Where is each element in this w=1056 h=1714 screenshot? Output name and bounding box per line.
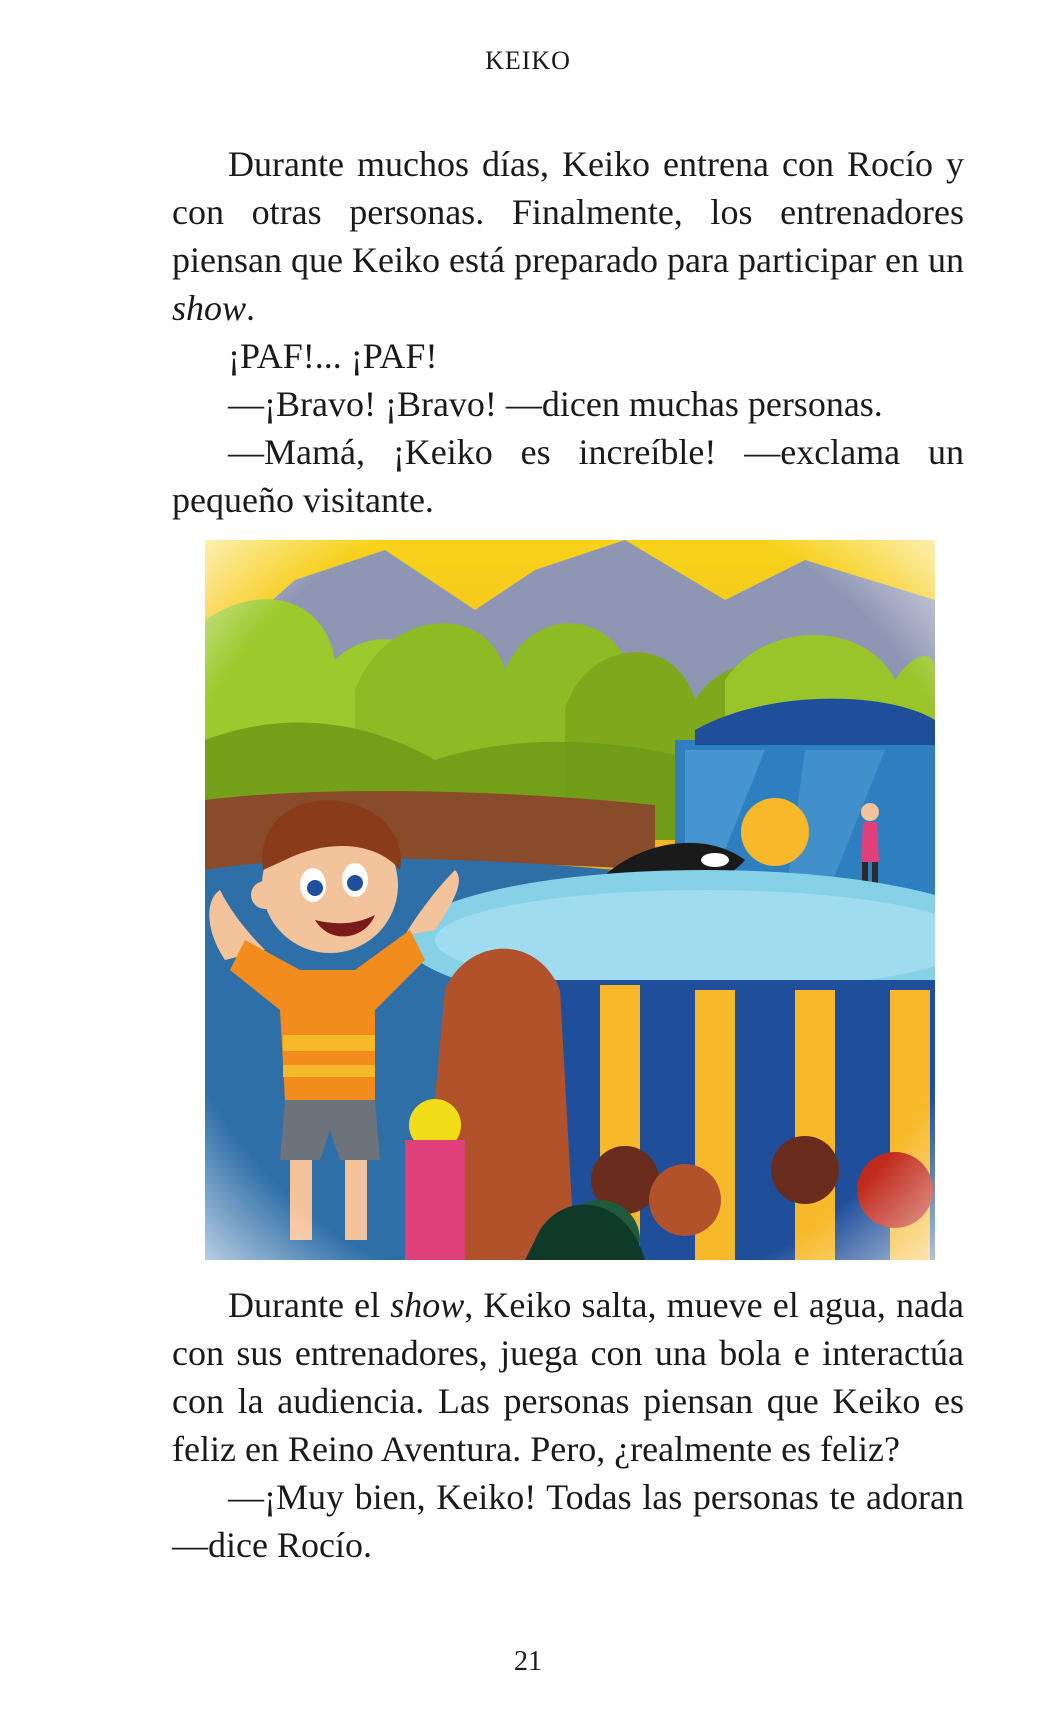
paragraph: Durante el show, Keiko salta, mueve el agua, nada con sus entrenadores, juega con una bola e interactúa con la audiencia. Las personas piensan que Keiko es feliz en Reino Aventura. Pero, ¿realmente es feliz? <box>172 1285 964 1469</box>
vignette <box>205 540 935 1260</box>
text-block-top <box>172 140 964 524</box>
paragraph: —Mamá, ¡Keiko es increíble! —exclama un pequeño visitante. <box>172 432 964 520</box>
text-block-bottom <box>172 1281 964 1569</box>
paragraph: —¡Bravo! ¡Bravo! —dicen muchas personas. <box>228 384 883 424</box>
paragraph: ¡PAF!... ¡PAF! <box>228 336 438 376</box>
running-title: KEIKO <box>485 46 571 75</box>
paragraph: —¡Muy bien, Keiko! Todas las personas te adoran —dice Rocío. <box>172 1477 964 1565</box>
orca-show-picture <box>205 540 935 1260</box>
running-header <box>0 46 1056 76</box>
page-number <box>0 1646 1056 1678</box>
paragraph: Durante muchos días, Keiko entrena con Rocío y con otras personas. Finalmente, los entrenadores piensan que Keiko está preparado para participar en un show. <box>172 144 964 328</box>
page-number-text: 21 <box>514 1646 542 1677</box>
illustration-orca-show <box>205 540 935 1260</box>
